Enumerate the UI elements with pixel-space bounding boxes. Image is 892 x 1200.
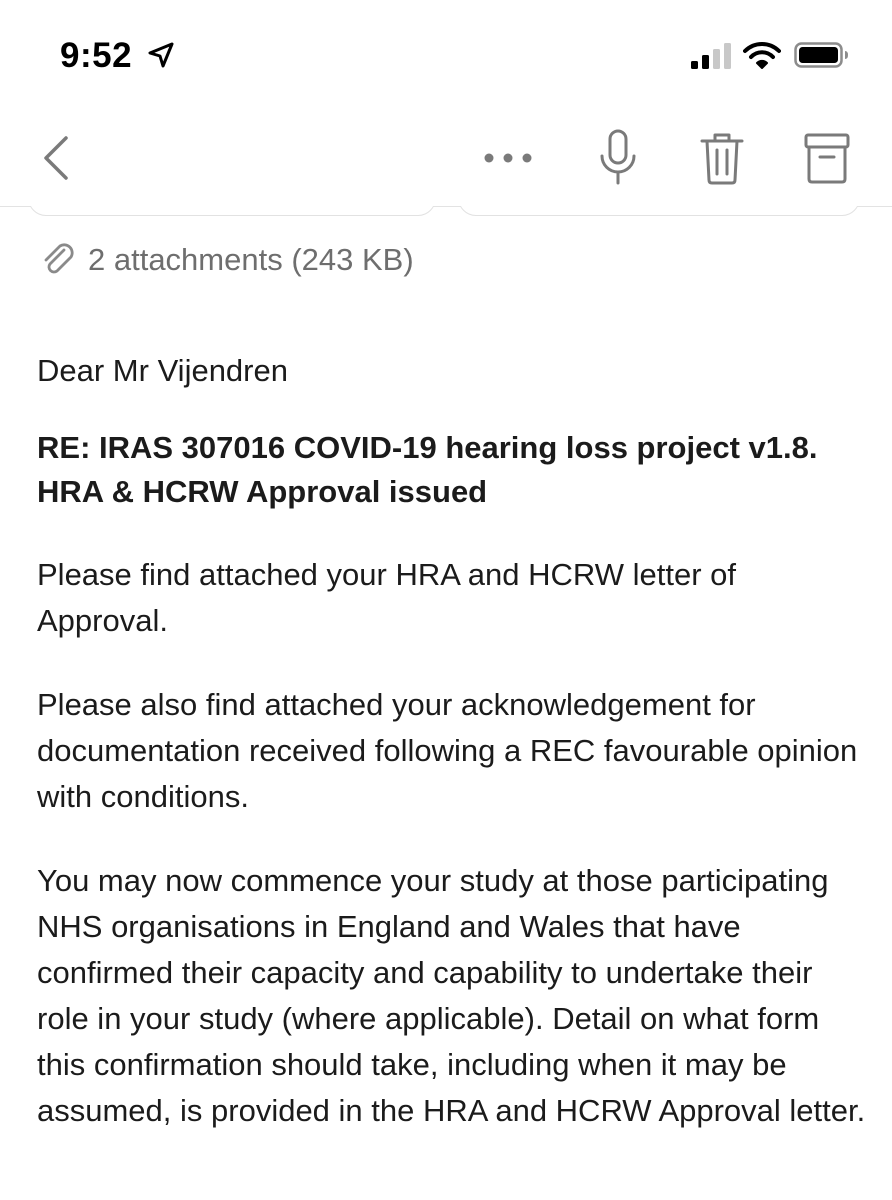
wifi-icon	[743, 40, 781, 70]
dictate-button[interactable]	[596, 128, 640, 186]
recipient-chip[interactable]	[458, 206, 860, 216]
location-arrow-icon	[146, 40, 176, 70]
chevron-left-icon	[34, 134, 78, 182]
status-bar	[0, 0, 892, 110]
email-paragraph: You may now commence your study at those participating NHS organisations in England and Wales that have confirmed their capacity and capability to undertake their role in your study (where applicable). Detail on what form this confirmation should take, including when it may be assumed, is provided in the HRA and HCRW Approval letter.	[37, 863, 866, 1128]
email-subject: RE: IRAS 307016 COVID-19 hearing loss project v1.8. HRA & HCRW Approval issued	[37, 430, 818, 509]
email-paragraph: Please find attached your HRA and HCRW letter of Approval.	[37, 557, 736, 638]
back-button[interactable]	[34, 134, 78, 182]
email-body	[37, 348, 867, 1134]
cellular-signal-icon	[691, 42, 733, 70]
email-greeting: Dear Mr Vijendren	[37, 353, 288, 388]
more-horizontal-icon	[480, 140, 536, 176]
paperclip-icon	[40, 241, 78, 279]
attachments-summary[interactable]	[40, 236, 414, 284]
trash-icon	[698, 130, 746, 186]
archive-icon	[802, 130, 852, 186]
archive-button[interactable]	[802, 130, 852, 186]
status-time: 9:52	[60, 36, 133, 75]
recipient-chip[interactable]	[28, 206, 436, 216]
battery-icon	[794, 40, 850, 70]
more-options-button[interactable]	[480, 140, 536, 176]
microphone-icon	[596, 128, 640, 186]
delete-button[interactable]	[698, 130, 746, 186]
email-paragraph: Please also find attached your acknowledgement for documentation received following a REC favourable opinion with conditions.	[37, 687, 858, 814]
recipient-chips	[0, 206, 892, 218]
attachments-label: 2 attachments (243 KB)	[88, 242, 414, 277]
email-toolbar	[0, 110, 892, 207]
